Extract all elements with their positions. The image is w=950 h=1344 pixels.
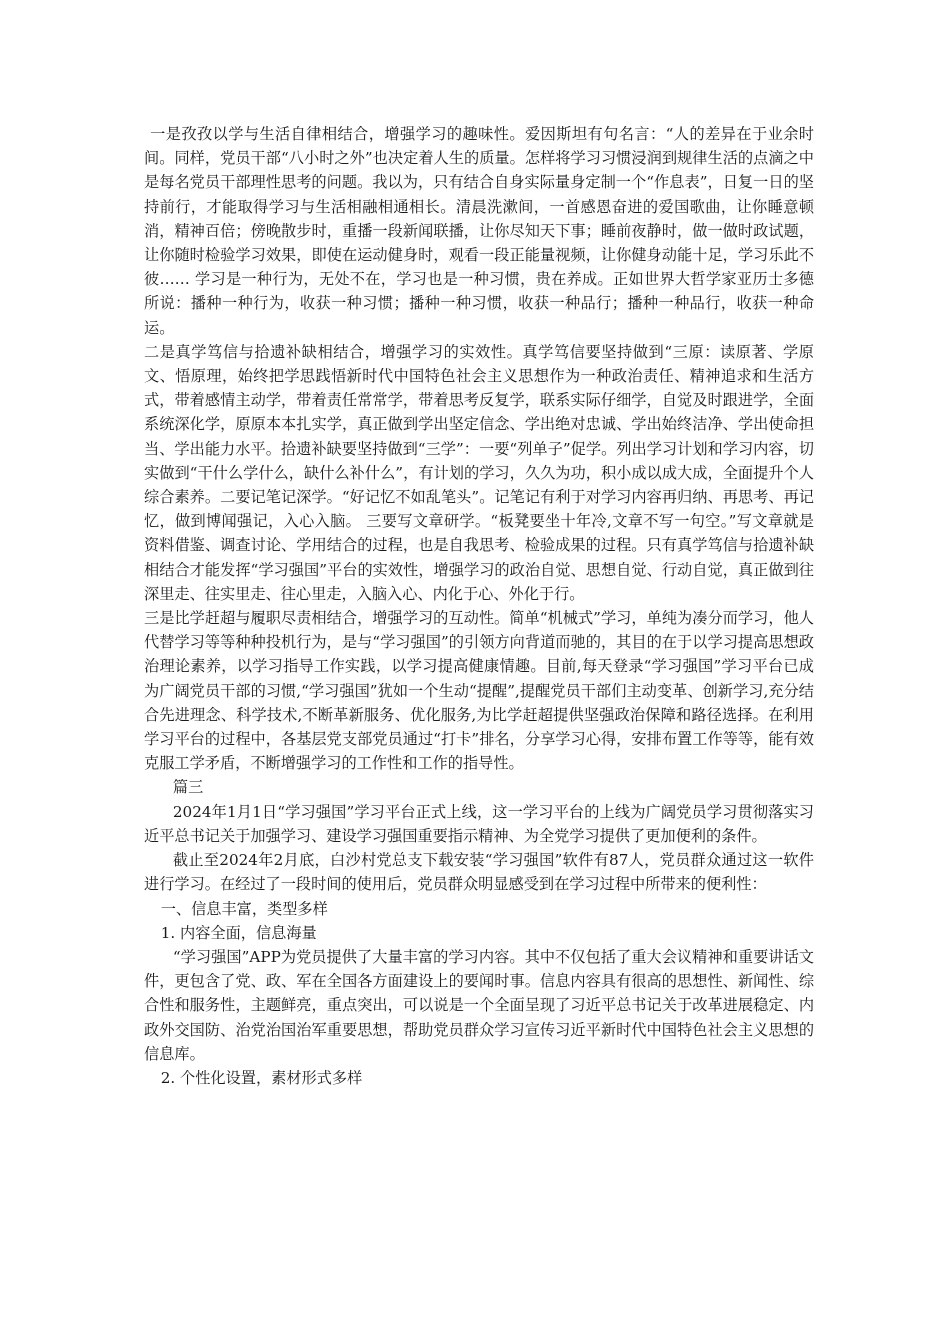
subheading-comprehensive-content: 1. 内容全面，信息海量	[160, 923, 317, 942]
paragraph-true-learning: 二是真学笃信与拾遗补缺相结合，增强学习的实效性。真学笃信要坚持做到“三原：读原著、学原文、悟原理，始终把学思践悟新时代中国特色社会主义思想作为一种政治责任、精神追求和生活方式，带着感情主动学，带着责任常常学，带着思考反复学，联系实际仔细学，自觉及时跟进学，全面系统深化学，原原本本扎实学，真正做到学出坚定信念、学出绝对忠诚、学出始终洁净、学出使命担当、学出能力水平。拾遗补缺要坚持做到“三学”：一要“列单子”促学。列出学习计划和学习内容，切实做到“干什么学什么，缺什么补什么”，有计划的学习，久久为功，积小成以成大成，全面提升个人综合素养。二要记笔记深学。“好记忆不如乱笔头”。记笔记有利于对学习内容再归纳、再思考、再记忆，做到博闻强记，入心入脑。 三要写文章研学。“板凳要坐十年冷,文章不写一句空。”写文章就是资料借鉴、调查讨论、学用结合的过程，也是自我思考、检验成果的过程。只有真学笃信与拾遗补缺相结合才能发挥“学习强国”平台的实效性，增强学习的政治自觉、思想自觉、行动自觉，真正做到往深里走、往实里走、往心里走，入脑入心、内化于心、外化于行。	[144, 342, 814, 603]
paragraph-self-discipline: 一是孜孜以学与生活自律相结合，增强学习的趣味性。爱因斯坦有句名言：“人的差异在于业余时间。同样，党员干部“八小时之外”也决定着人生的质量。怎样将学习习惯浸润到规律生活的点滴之中是每名党员干部理性思考的问题。我以为，只有结合自身实际量身定制一个“作息表”，日复一日的坚持前行，才能取得学习与生活相融相通相长。清晨洗漱间，一首感恩奋进的爱国歌曲，让你睡意顿消，精神百倍；傍晚散步时，重播一段新闻联播，让你尽知天下事；睡前夜静时，做一做时政试题，让你随时检验学习效果，即使在运动健身时，观看一段正能量视频，让你健身动能十足，学习乐此不彼…… 学习是一种行为，无处不在，学习也是一种习惯，贵在养成。正如世界大哲学家亚历士多德所说：播种一种行为，收获一种习惯；播种一种习惯，收获一种品行；播种一种品行，收获一种命运。	[144, 125, 814, 337]
paragraph-platform-launch: 2024年1月1日“学习强国”学习平台正式上线，这一学习平台的上线为广阔党员学习贯彻落实习近平总书记关于加强学习、建设学习强国重要指示精神、为全党学习提供了更加便利的条件。	[144, 802, 814, 845]
paragraph-app-content: “学习强国”APP为党员提供了大量丰富的学习内容。其中不仅包括了重大会议精神和重要讲话文件，更包含了党、政、军在全国各方面建设上的要闻时事。信息内容具有很高的思想性、新闻性、综合性和服务性，主题鲜亮，重点突出，可以说是一个全面呈现了习近平总书记关于改革进展稳定、内政外交国防、治党治国治军重要思想，帮助党员群众学习宣传习近平新时代中国特色社会主义思想的信息库。	[144, 947, 814, 1063]
paragraph-interaction: 三是比学赶超与履职尽责相结合，增强学习的互动性。简单“机械式”学习，单纯为凑分而学习，他人代替学习等等种种投机行为，是与“学习强国”的引领方向背道而驰的，其目的在于以学习提高思想政治理论素养，以学习指导工作实践，以学习提高健康情趣。目前,每天登录“学习强国”学习平台已成为广阔党员干部的习惯,“学习强国”犹如一个生动“提醒”,提醒党员干部们主动变革、创新学习,充分结合先进理念、科学技术,不断革新服务、优化服务,为比学赶超提供坚强政治保障和路径选择。在利用学习平台的过程中，各基层党支部党员通过“打卡”排名，分享学习心得，安排布置工作等等，能有效克服工学矛盾，不断增强学习的工作性和工作的指导性。	[144, 609, 814, 773]
subheading-personalized-settings: 2. 个性化设置，素材形式多样	[160, 1068, 363, 1087]
document-page	[144, 122, 814, 1090]
paragraph-village-usage: 截止至2024年2月底，白沙村党总支下载安装“学习强国”软件有87人，党员群众通过这一软件进行学习。在经过了一段时间的使用后，党员群众明显感受到在学习过程中所带来的便利性：	[144, 851, 814, 894]
heading-rich-information: 一、信息丰富，类型多样	[160, 899, 328, 918]
section-heading-part-three: 篇三	[172, 778, 204, 797]
